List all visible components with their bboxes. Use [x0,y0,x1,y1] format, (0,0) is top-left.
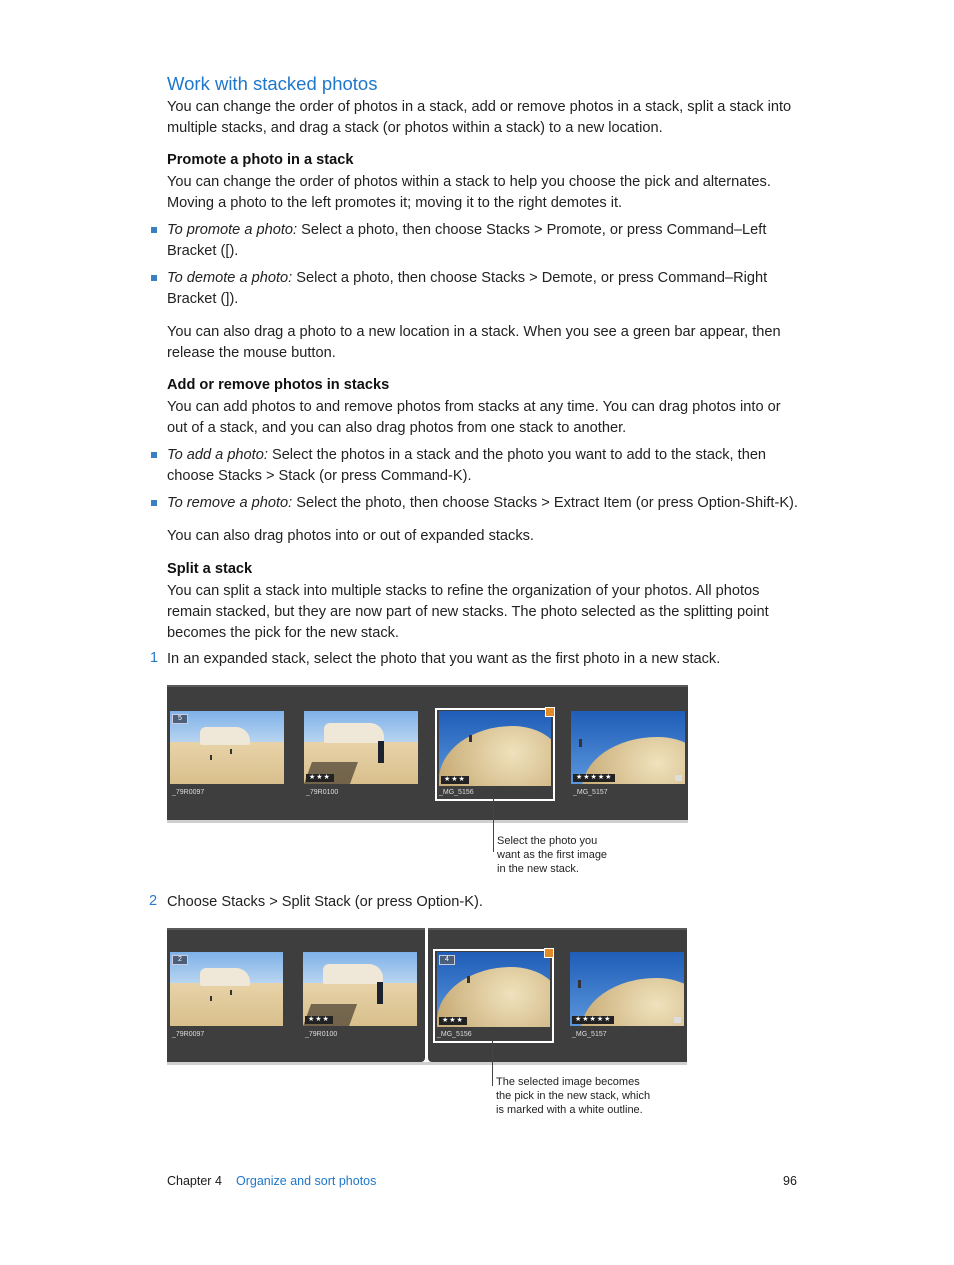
promote-body: You can change the order of photos within a stack to help you choose the pick and alternates. Moving a photo to the left promotes it; moving it to the right demotes it. [167,174,771,211]
photo-thumbnail[interactable] [303,952,417,1026]
footer-chapter: Chapter 4 [167,1174,222,1188]
footer-chapter-link[interactable]: Organize and sort photos [236,1174,377,1188]
intro-paragraph: You can change the order of photos in a stack, add or remove photos in a stack, split a stack into multiple stacks, and drag a stack (or photos within a stack) to a new location. [167,99,792,136]
photo-caption: _MG_5157 [572,1031,607,1038]
stack-count-badge: 2 [172,955,188,965]
photo-caption: _MG_5156 [439,789,474,796]
add-remove-body: You can add photos to and remove photos from stacks at any time. You can drag photos into or out of a stack, and you can also drag photos from one stack to another. [167,399,781,436]
page-number: 96 [783,1174,797,1188]
bullet-icon [151,275,157,281]
photo-caption: _79R0100 [306,789,339,796]
strip-divider [167,1062,687,1065]
photo-thumbnail[interactable] [170,711,284,784]
photo-caption: _MG_5157 [573,789,608,796]
add-remove-after: You can also drag photos into or out of expanded stacks. [167,528,534,544]
callout-1: Select the photo you want as the first image in the new stack. [497,835,608,875]
strip-divider [167,820,688,823]
stack-count-badge: 5 [172,714,188,724]
flag-icon [545,707,555,717]
adjustment-icon [674,1017,681,1023]
photo-thumbnail-selected[interactable] [439,711,551,786]
promote-after: You can also drag a photo to a new location in a stack. When you see a green bar appear, then release the mouse button. [167,324,781,361]
remove-bullet: To remove a photo: Select the photo, then choose Stacks > Extract Item (or press Option-Shift-K). [167,495,798,511]
subheading-split: Split a stack [167,561,253,577]
page-heading: Work with stacked photos [167,73,378,94]
subheading-promote: Promote a photo in a stack [167,152,354,168]
bullet-icon [151,452,157,458]
callout-line [492,1040,493,1086]
rating-stars: ★★★ [439,1017,467,1025]
split-body: You can split a stack into multiple stacks to refine the organization of your photos. All photos remain stacked, but they are now part of new stacks. The photo selected as the splitting point becomes the pick for the new stack. [167,583,769,641]
stack-count-badge: 4 [439,955,455,965]
step-number-2: 2 [149,893,158,909]
step-number-1: 1 [150,650,159,666]
adjustment-icon [675,775,682,781]
rating-stars: ★★★★★ [572,1016,614,1024]
photo-thumbnail-selected[interactable] [437,952,550,1027]
bullet-icon [151,227,157,233]
photo-caption: _MG_5156 [437,1031,472,1038]
photo-thumbnail[interactable] [304,711,418,784]
step-2: Choose Stacks > Split Stack (or press Option-K). [167,894,483,910]
add-bullet: To add a photo: Select the photos in a stack and the photo you want to add to the stack, then choose Stacks > Stack (or press Command-K). [167,447,767,484]
step-1: In an expanded stack, select the photo that you want as the first photo in a new stack. [167,651,721,667]
photo-thumbnail[interactable] [571,711,685,784]
rating-stars: ★★★ [306,774,334,782]
callout-2: The selected image becomes the pick in the new stack, which is marked with a white outline. [496,1076,651,1116]
photo-strip-1 [167,685,688,820]
promote-bullet-1: To promote a photo: Select a photo, then choose Stacks > Promote, or press Command–Left Bracket ([). [167,222,767,259]
flag-icon [544,948,554,958]
photo-thumbnail[interactable] [170,952,283,1026]
subheading-add-remove: Add or remove photos in stacks [167,377,390,393]
promote-bullet-2: To demote a photo: Select a photo, then choose Stacks > Demote, or press Command–Right Bracket (]). [167,270,768,307]
photo-caption: _79R0100 [305,1031,338,1038]
photo-caption: _79R0097 [172,1031,205,1038]
bullet-icon [151,500,157,506]
callout-line [493,798,494,852]
rating-stars: ★★★★★ [573,774,615,782]
rating-stars: ★★★ [305,1016,333,1024]
photo-caption: _79R0097 [172,789,205,796]
photo-thumbnail[interactable] [570,952,684,1026]
rating-stars: ★★★ [441,776,469,784]
photo-strip-2b [428,928,687,1062]
photo-strip-2a [167,928,425,1062]
